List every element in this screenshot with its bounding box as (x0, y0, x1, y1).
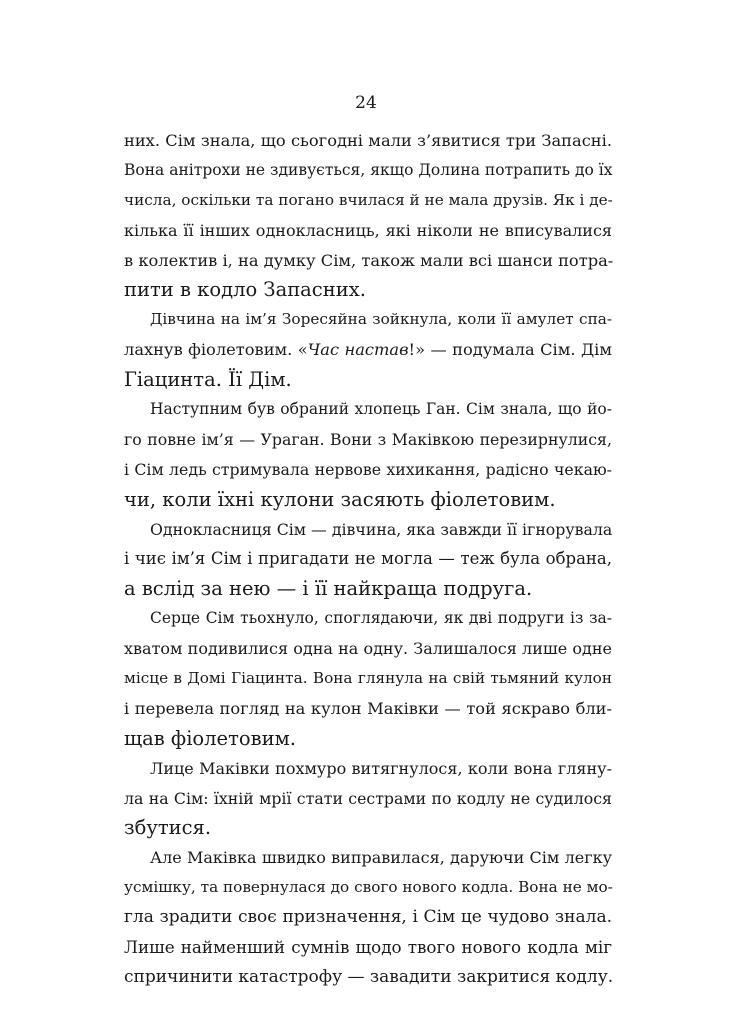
text-line: збутися. (124, 816, 212, 840)
text-line: усмішку, та повернулася до свого нового кодла. Вона не мо- (124, 878, 613, 897)
paragraph-first-line: Серце Сім тьохнуло, споглядаючи, як дві подруги із за- (150, 609, 612, 628)
text-line: і чиє ім’я Сім і пригадати не могла — теж була обрана, (124, 549, 612, 569)
text-line: в колектив і, на думку Сім, також мали всі шанси потра- (124, 250, 614, 270)
text-line: числа, оскільки та погано вчилася й не мала друзів. Як і де- (124, 190, 613, 209)
text-line: пити в кодло Запасних. (124, 278, 366, 302)
text-segment: лахнув фіолетовим. « (124, 340, 308, 360)
text-line: го повне ім’я — Ураган. Вони з Маківкою перезирнулися, (124, 429, 612, 449)
body-text (124, 126, 612, 993)
text-line: Лише найменший сумнів щодо твого нового кодла міг (124, 937, 612, 958)
paragraph-first-line: Лице Маківки похмуро витягнулося, коли вона гляну- (150, 758, 612, 778)
text-line: Вона анітрохи не здивується, якщо Долина потрапить до їх (124, 160, 613, 179)
text-line: а вслід за нею — і її найкраща подруга. (124, 577, 533, 601)
text-line (124, 335, 612, 365)
text-line: Гіацинта. Її Дім. (124, 368, 292, 392)
text-segment: !» — подумала Сім. Дім (408, 340, 612, 360)
paragraph-first-line: Однокласниця Сім — дівчина, яка завжди її ігнорувала (150, 519, 613, 539)
text-line: місце в Домі Гіацинта. Вона глянула на свій тьмяний кулон (124, 669, 612, 688)
text-line: кілька її інших однокласниць, які ніколи не вписувалися (124, 220, 612, 240)
text-line: щав фіолетовим. (124, 726, 296, 750)
text-line: ла на Сім: їхній мрії стати сестрами по кодлу не судилося (124, 788, 612, 808)
paragraph-first-line: Наступним був обраний хлопець Ган. Сім знала, що йо- (150, 400, 612, 419)
text-line: гла зрадити своє призначення, і Сім це чудово знала. (124, 907, 612, 928)
text-line: хватом подивилися одна на одну. Залишалося лише одне (124, 639, 612, 659)
italic-phrase: Час настав (307, 340, 409, 360)
text-line: чи, коли їхні кулони засяють фіолетовим. (124, 487, 556, 511)
text-line: них. Сім знала, що сьогодні мали з’явитися три Запасні. (124, 131, 612, 150)
page-number: 24 (355, 93, 377, 113)
text-line: спричинити катастрофу — завадити закритися кодлу. (124, 966, 614, 987)
text-line: і перевела погляд на кулон Маківки — той яскраво бли- (124, 698, 612, 718)
paragraph-first-line: Але Маківка швидко виправилася, даруючи Сім легку (150, 848, 612, 868)
paragraph-first-line: Дівчина на ім’я Зоресяйна зойкнула, коли її амулет спа- (150, 310, 612, 329)
text-line: і Сім ледь стримувала нервове хихикання, радісно чекаю- (124, 459, 612, 479)
